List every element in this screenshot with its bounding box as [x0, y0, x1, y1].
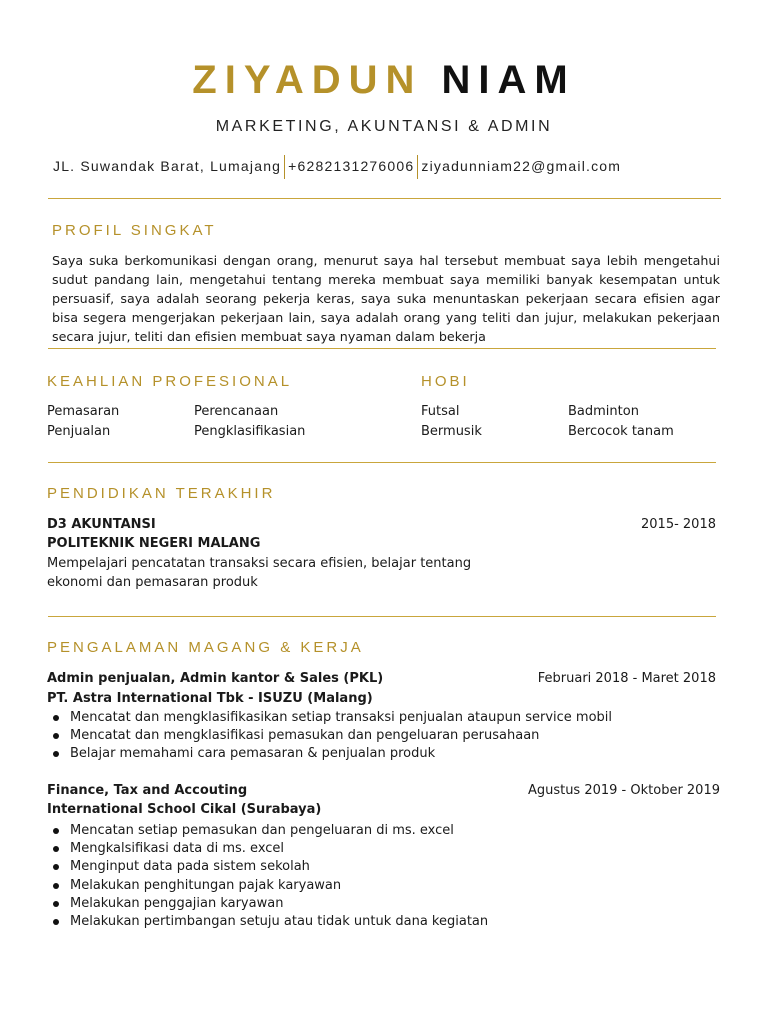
job-duty: Mencatat dan mengklasifikasi pemasukan dan pengeluaran perusahaan — [47, 727, 612, 745]
job-company: PT. Astra International Tbk - ISUZU (Malang) — [47, 691, 373, 706]
job-duty: Mengkalsifikasi data di ms. excel — [47, 840, 488, 858]
hobby-item: Futsal — [421, 404, 460, 419]
job-duty: Belajar memahami cara pemasaran & penjualan produk — [47, 745, 612, 763]
address: JL. Suwandak Barat, Lumajang — [53, 158, 282, 174]
profile-text: Saya suka berkomunikasi dengan orang, menurut saya hal tersebut membuat saya lebih mengetahui sudut pandang lain, mengetahui tentang mereka membuat saya memiliki banyak kesempatan untuk persuasif, saya adalah seorang pekerja keras, saya suka menuntaskan pekerjaan secara efisien agar bisa segera mengerjakan pekerjaan lain, saya adalah orang yang teliti dan jujur, melakukan pekerjaan secara jujur, teliti dan efisien membuat saya nyaman dalam bekerja — [52, 253, 720, 344]
job-role: Finance, Tax and Accouting — [47, 783, 248, 798]
job-duty: Melakukan pertimbangan setuju atau tidak untuk dana kegiatan — [47, 913, 488, 931]
skills-divider — [48, 462, 716, 463]
resume-subtitle: MARKETING, AKUNTANSI & ADMIN — [215, 118, 553, 135]
job-duties — [47, 709, 612, 764]
email: ziyadunniam22@gmail.com — [421, 158, 622, 174]
last-name: NIAM — [441, 58, 576, 102]
phone: +6282131276006 — [288, 158, 415, 174]
job-duty: Menginput data pada sistem sekolah — [47, 858, 488, 876]
job-duties — [47, 822, 488, 931]
skill-item: Perencanaan — [194, 404, 279, 419]
job-duty: Melakukan penggajian karyawan — [47, 895, 488, 913]
education-degree: D3 AKUNTANSI — [47, 517, 156, 532]
hobbies-title: HOBI — [421, 373, 470, 390]
profile-divider — [48, 348, 716, 349]
skill-item: Penjualan — [47, 424, 111, 439]
hobby-item: Bercocok tanam — [568, 424, 674, 439]
job-duty: Melakukan penghitungan pajak karyawan — [47, 877, 488, 895]
job-period: Februari 2018 - Maret 2018 — [537, 671, 716, 686]
contact-divider — [417, 155, 418, 179]
hobby-item: Bermusik — [421, 424, 482, 439]
education-divider — [48, 616, 716, 617]
experience-title: PENGALAMAN MAGANG & KERJA — [47, 639, 364, 656]
resume-name — [0, 56, 768, 104]
job-duty: Mencatat dan mengklasifikasikan setiap transaksi penjualan ataupun service mobil — [47, 709, 612, 727]
education-title: PENDIDIKAN TERAKHIR — [47, 485, 276, 502]
job-duty: Mencatan setiap pemasukan dan pengeluaran di ms. excel — [47, 822, 488, 840]
job-period: Agustus 2019 - Oktober 2019 — [527, 783, 720, 798]
contact-line — [53, 154, 723, 180]
job-role: Admin penjualan, Admin kantor & Sales (PKL) — [47, 671, 384, 686]
contact-divider — [284, 155, 285, 179]
skill-item: Pengklasifikasian — [194, 424, 306, 439]
skills-title: KEAHLIAN PROFESIONAL — [47, 373, 293, 390]
profile-title: PROFIL SINGKAT — [52, 222, 217, 239]
education-description: ekonomi dan pemasaran produk — [47, 575, 258, 590]
education-years: 2015- 2018 — [641, 517, 716, 532]
education-description: Mempelajari pencatatan transaksi secara efisien, belajar tentang — [47, 556, 472, 571]
hobby-item: Badminton — [568, 404, 639, 419]
job-company: International School Cikal (Surabaya) — [47, 802, 322, 817]
first-name: ZIYADUN — [192, 58, 423, 102]
header-divider — [48, 198, 721, 199]
skill-item: Pemasaran — [47, 404, 120, 419]
education-school: POLITEKNIK NEGERI MALANG — [47, 536, 261, 551]
